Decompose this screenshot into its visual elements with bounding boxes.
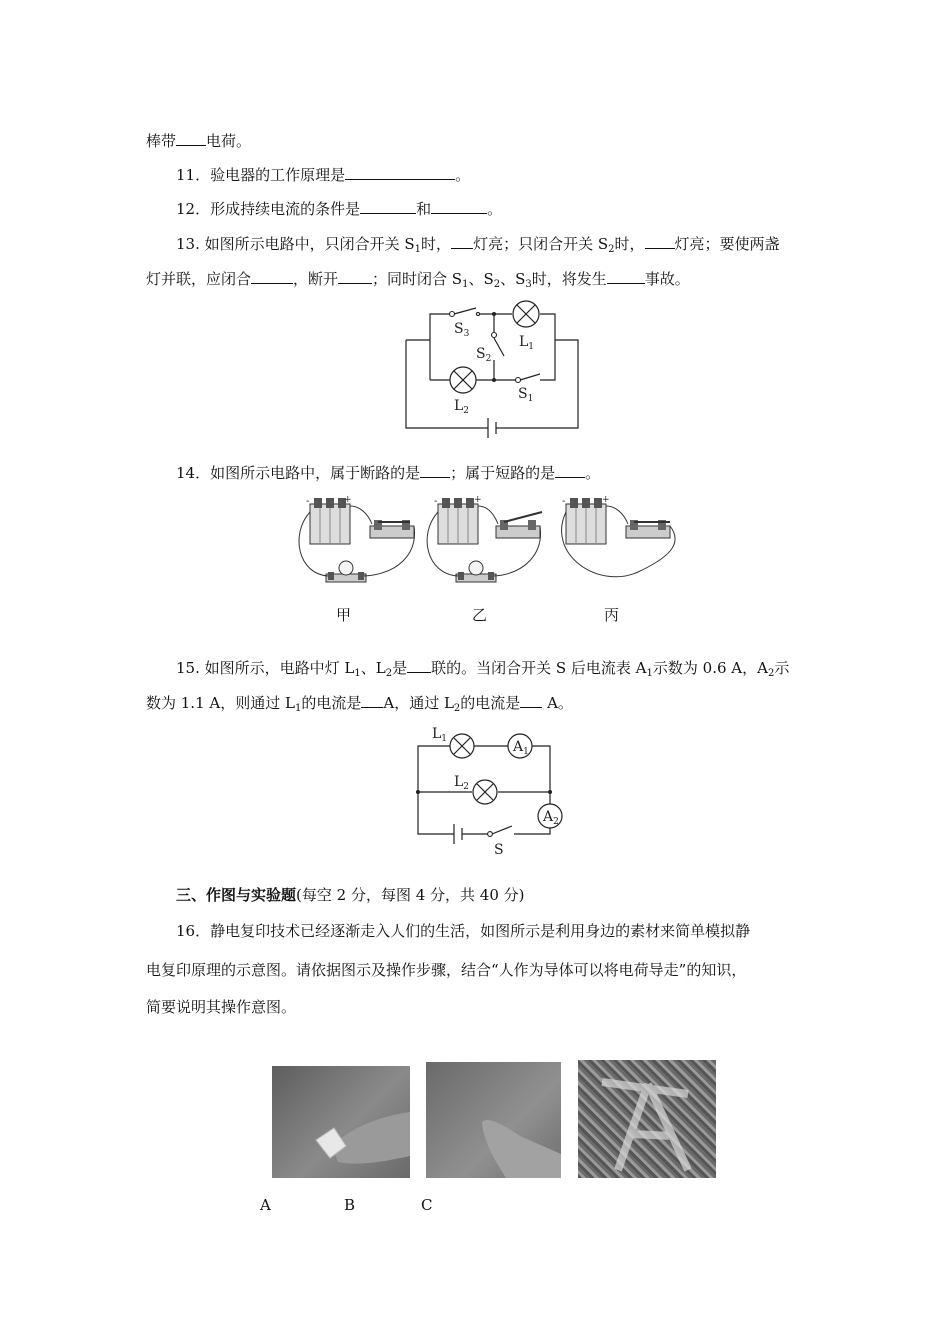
q14-circuits-svg [298,494,688,590]
svg-text:-: - [434,496,438,507]
q13-circuit-svg [400,298,584,446]
svg-text:+: + [474,495,482,505]
answer-blank[interactable] [407,658,431,673]
svg-text:-: - [306,496,310,507]
photo-b [426,1062,561,1178]
photo-c [578,1060,716,1178]
section-title: 三、作图与实验题 [176,886,297,904]
label-l2: $L_2$ [454,774,470,792]
figure-label-yi: 乙 [472,606,488,624]
circuit-jia [299,495,415,582]
answer-blank[interactable] [360,199,416,214]
label-s: S [494,842,504,858]
hand-with-cloth-icon [272,1066,410,1178]
finger-icon [426,1062,561,1178]
answer-blank[interactable] [431,199,487,214]
answer-blank[interactable] [345,165,455,180]
answer-blank[interactable] [451,234,473,249]
label-a2: $A_2$ [543,809,559,827]
answer-blank[interactable] [176,131,206,146]
answer-blank[interactable] [520,693,542,708]
q10-tail-text: 棒带 电荷。 [146,132,252,150]
answer-blank[interactable] [338,269,372,284]
q13-circuit-diagram [400,298,584,446]
figure-label-jia: 甲 [336,606,352,624]
lamp-l2-icon [473,780,497,804]
q15-circuit-diagram [410,724,574,860]
label-s3: $S_3$ [454,321,470,339]
svg-text:+: + [602,495,610,505]
answer-blank[interactable] [555,463,585,478]
label-a1: $A_1$ [513,739,529,757]
answer-blank[interactable] [361,693,383,708]
q14-circuit-pictures [298,494,688,590]
svg-text:+: + [344,495,352,505]
lamp-l2-icon [450,367,476,393]
svg-text:-: - [562,496,566,507]
letter-a-pattern-icon [578,1060,716,1178]
photo-label-b: B [344,1196,356,1214]
photo-label-a: A [260,1196,271,1214]
label-s2: $S_2$ [476,346,492,364]
circuit-bing [562,495,676,577]
figure-label-bing: 丙 [604,606,620,624]
lamp-l1-icon [513,301,539,327]
answer-blank[interactable] [420,463,450,478]
q15-circuit-svg [410,724,574,860]
label-l2: $L_2$ [454,398,470,416]
answer-blank[interactable] [607,269,645,284]
label-l1: $L_1$ [432,726,448,744]
photo-a [272,1066,410,1178]
circuit-yi [427,495,542,582]
answer-blank[interactable] [251,269,293,284]
label-s1: $S_1$ [518,386,534,404]
lamp-l1-icon [450,734,474,758]
label-l1: $L_1$ [519,334,535,352]
answer-blank[interactable] [645,234,675,249]
photo-label-c: C [421,1196,433,1214]
section-note: (每空 2 分，每图 4 分，共 40 分) [296,886,525,904]
